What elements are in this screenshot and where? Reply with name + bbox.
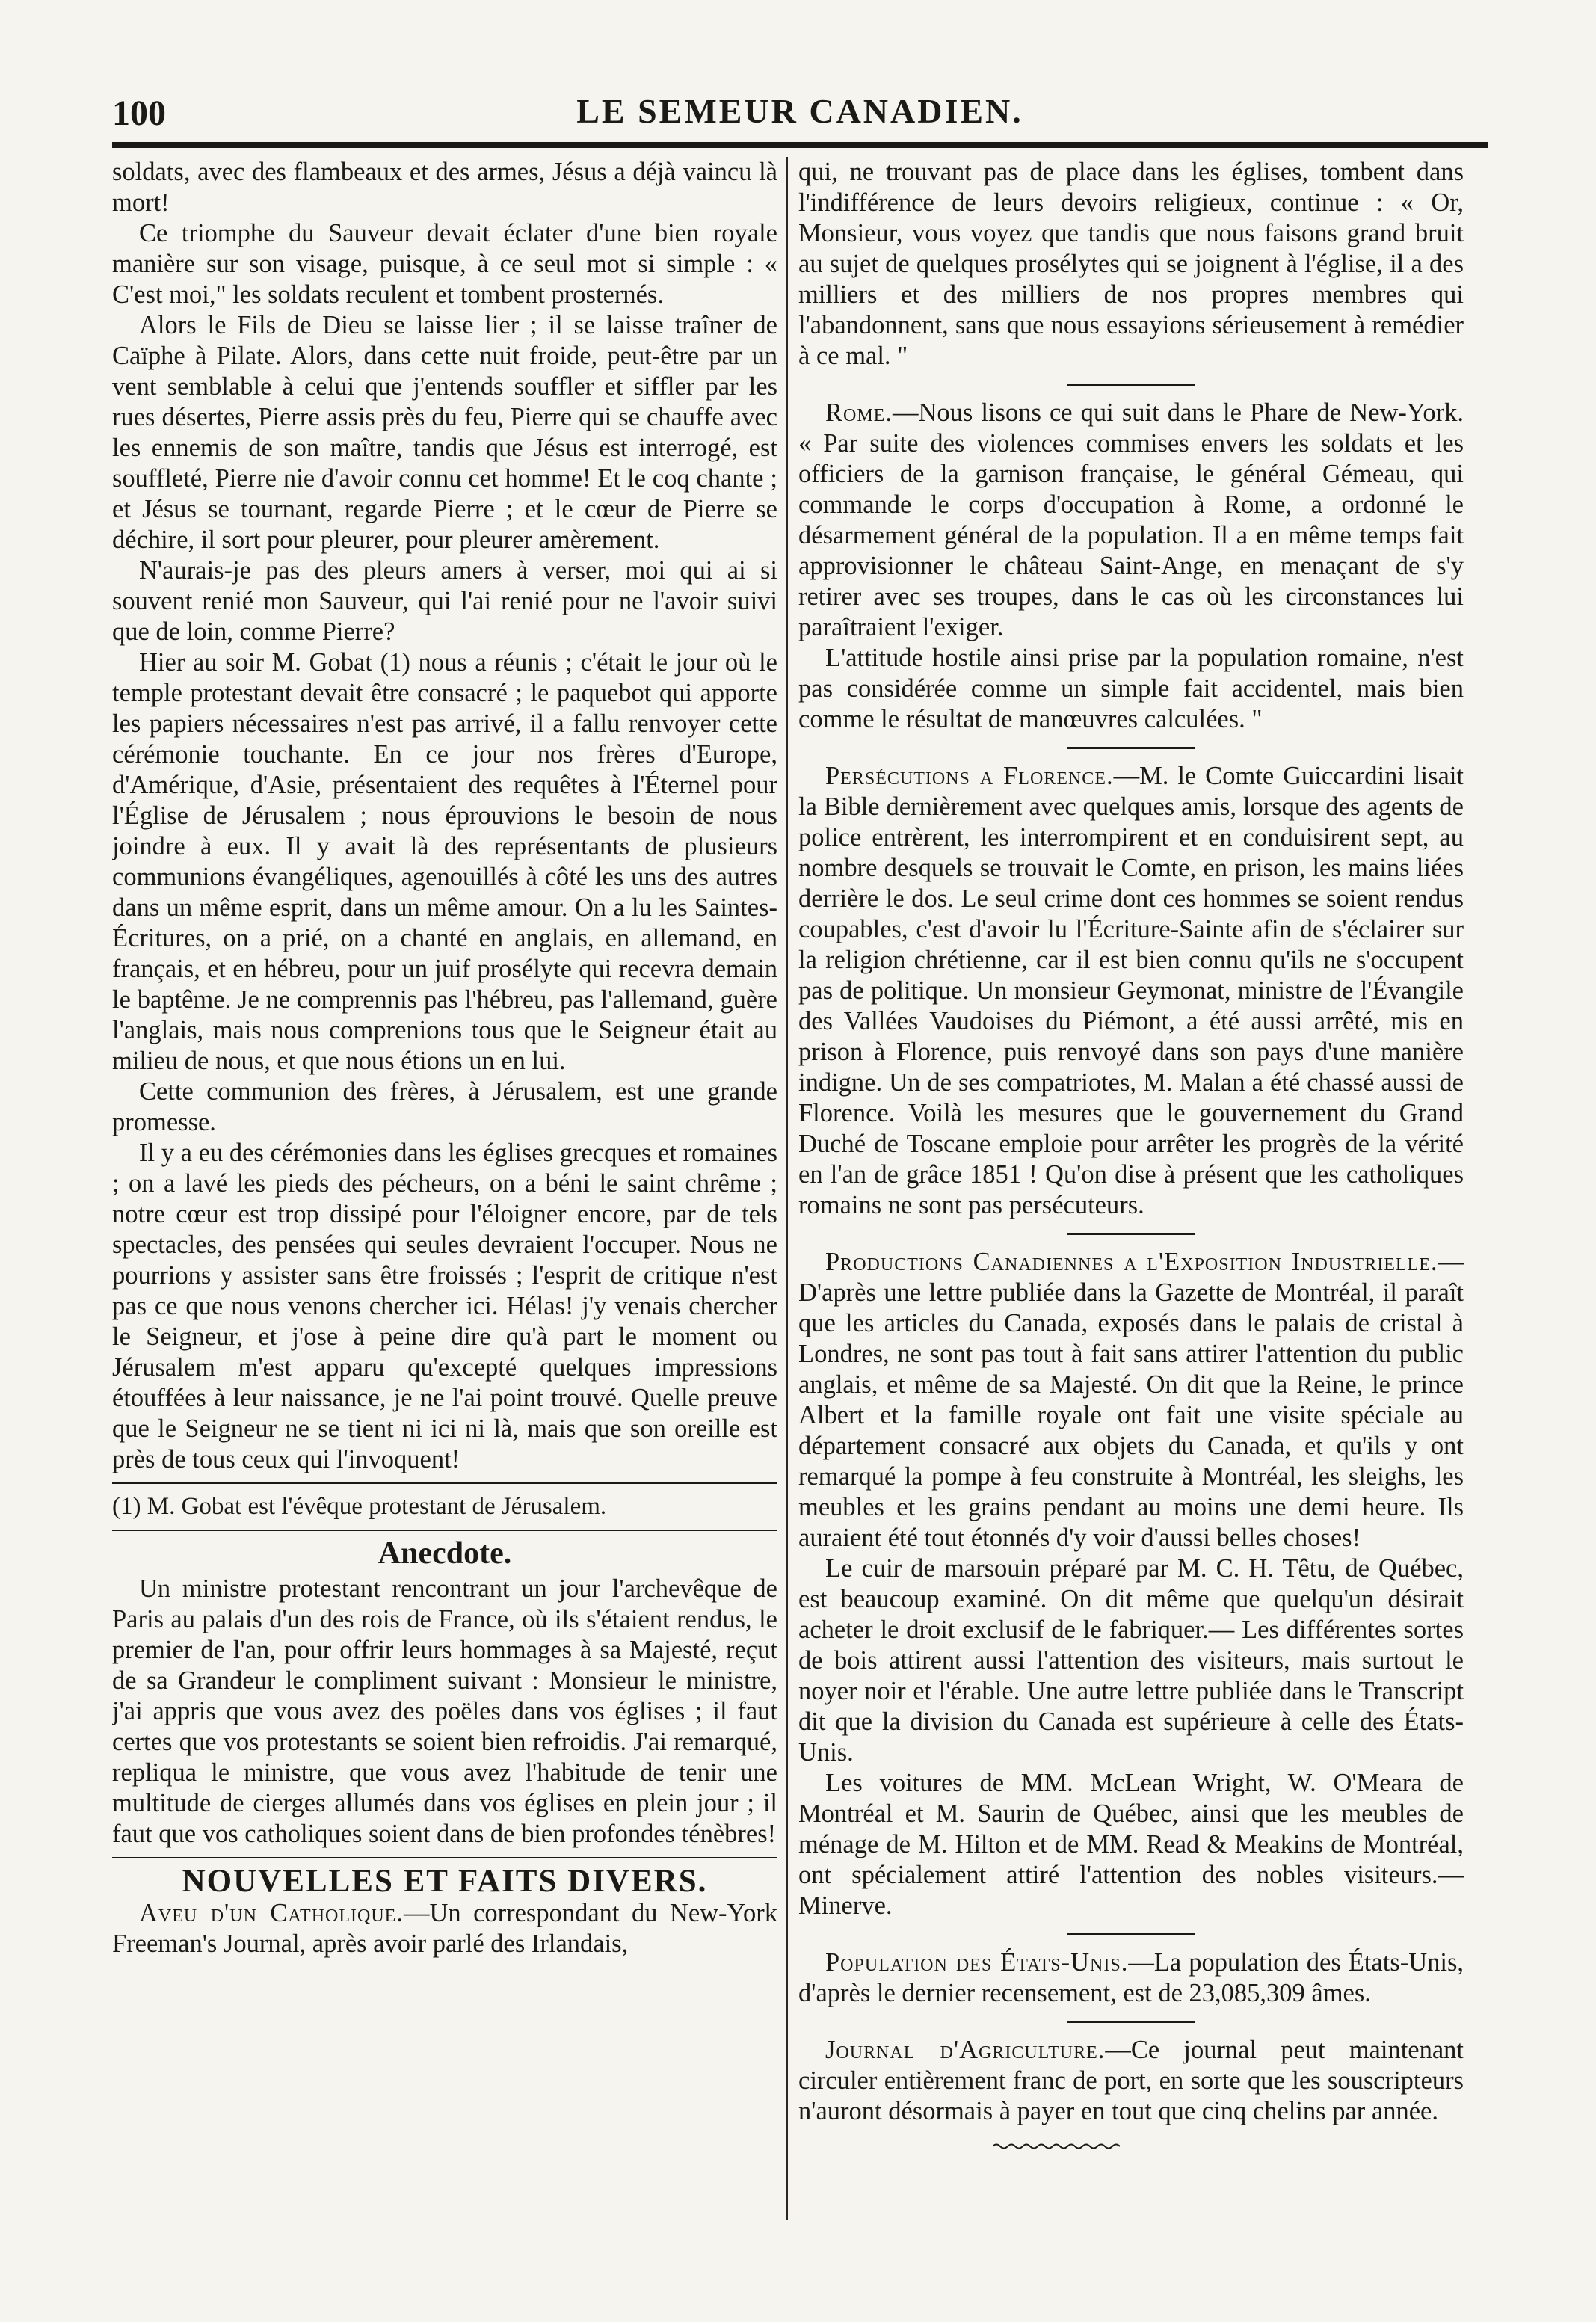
article-paragraph: L'attitude hostile ainsi prise par la population romaine, n'est pas considérée comme un simple fait accidentel, mais bien comme le résultat de manœuvres calculées. " (798, 644, 1464, 733)
news-item-text: —Un correspondant du New-York Freeman's Journal, après avoir parlé des Irlandais, (112, 1899, 777, 1958)
news-item-heading: Journal d'Agriculture. (825, 2036, 1106, 2064)
article-paragraph: Le cuir de marsouin préparé par M. C. H. Têtu, de Québec, est beaucoup examiné. On dit même que quelqu'un désirait acheter le droit exclusif de le fabriquer.— Les différentes sortes de bois attirent aussi l'attention des visiteurs, mais surtout le noyer noir et l'érable. Une autre lettre publiée dans le Transcript dit que la division du Canada est supérieure à celle des États-Unis. (798, 1554, 1464, 1767)
news-item-heading: Productions Canadiennes a l'Exposition Industrielle. (825, 1248, 1438, 1276)
news-item (798, 398, 1464, 643)
news-item-heading: Aveu d'un Catholique. (139, 1899, 404, 1927)
anecdote-heading: Anecdote. (378, 1536, 512, 1571)
news-item (112, 1898, 777, 1959)
news-item-heading: Population des États-Unis. (825, 1948, 1129, 1977)
news-item (798, 1947, 1464, 2009)
news-item-text: —Ce journal peut maintenant circuler entièrement franc de port, en sorte que les souscripteurs n'auront désormais à payer en tout que cinq chelins par année. (798, 2036, 1464, 2125)
page-number: 100 (112, 93, 166, 133)
footnote: (1) M. Gobat est l'évêque protestant de Jérusalem. (112, 1493, 607, 1520)
item-separator (1067, 1233, 1195, 1235)
article-paragraph: Les voitures de MM. McLean Wright, W. O'Meara de Montréal et M. Saurin de Québec, ainsi que les meubles de ménage de M. Hilton et de MM. Read & Meakins de Montréal, ont spécialement attiré l'attention des nobles visiteurs.—Minerve. (798, 1769, 1464, 1920)
footnote-rule (112, 1482, 777, 1484)
item-separator (1067, 747, 1195, 749)
page-header (112, 90, 1488, 142)
right-column (798, 157, 1464, 2250)
news-item-text: —La population des États-Unis, d'après le dernier recensement, est de 23,085,309 âmes. (798, 1948, 1464, 2007)
news-item-heading: Rome. (825, 398, 893, 427)
article-paragraph: Hier au soir M. Gobat (1) nous a réunis ; c'était le jour où le temple protestant devait être consacré ; le paquebot qui apporte les papiers nécessaires n'est pas arrivé, il a fallu renvoyer cette cérémonie touchante. En ce jour nos frères d'Europe, d'Amérique, d'Asie, présentaient des requêtes à l'Éternel pour l'Église de Jérusalem ; nous éprouvions le besoin de nous joindre à eux. Il y avait là des représentants de plusieurs communions évangéliques, agenouillés à côté les uns des autres dans un même esprit, dans un même amour. On a lu les Saintes-Écritures, on a prié, on a chanté en anglais, en allemand, en français, et en hébreu, pour un juif prosélyte qui recevra demain le baptême. Je ne comprennis pas l'hébreu, pas l'allemand, guère l'anglais, mais nous comprenions tous que le Seigneur était au milieu de nous, et que nous étions un en lui. (112, 648, 777, 1075)
header-rule (112, 142, 1488, 148)
article-paragraph: qui, ne trouvant pas de place dans les églises, tombent dans l'indifférence de leurs devoirs religieux, continue : « Or, Monsieur, vous voyez que tandis que nous faisons grand bruit au sujet de quelques prosélytes qui se joignent à l'église, il a des milliers et des milliers de nos propres membres qui l'abandonnent, sans que nous essayions sérieusement à remédier à ce mal. " (798, 158, 1464, 370)
anecdote-paragraph: Un ministre protestant rencontrant un jour l'archevêque de Paris au palais d'un des rois de France, où ils s'étaient rendus, le premier de l'an, pour offrir leurs hommages à sa Majesté, reçut de sa Grandeur le compliment suivant : Monsieur le ministre, j'ai appris que vous avez des poëles dans vos églises ; il faut certes que vos protestants se soient bien refroidis. J'ai remarqué, repliqua le ministre, que vous avez l'habitude de tenir une multitude de cierges allumés dans vos églises en plein jour ; il faut que vos catholiques soient dans de bien profondes ténèbres! (112, 1574, 777, 1848)
column-divider (786, 157, 788, 2220)
news-item-text: —D'après une lettre publiée dans la Gazette de Montréal, il paraît que les articles du Canada, exposés dans le palais de cristal à Londres, ne sont pas tout à fait sans attirer l'attention du public anglais, et même de sa Majesté. On dit que la Reine, le prince Albert et la famille royale ont fait une visite spéciale au département consacré aux objets du Canada, et qu'ils y ont remarqué la pompe à feu construite à Montréal, les sleighs, les meubles et les grains pendant au moins une demi heure. Ils auraient été tout étonnés d'y voir d'aussi belles choses! (798, 1248, 1464, 1552)
article-paragraph: N'aurais-je pas des pleurs amers à verser, moi qui ai si souvent renié mon Sauveur, qui l'ai renié pour ne l'avoir suivi que de loin, comme Pierre? (112, 556, 777, 646)
section-rule (112, 1857, 777, 1858)
news-item-heading: Persécutions a Florence. (825, 762, 1114, 790)
news-item-text: —Nous lisons ce qui suit dans le Phare de New-York. « Par suite des violences commises envers les soldats et les officiers de la garnison française, le général Gémeau, qui commande le corps d'occupation à Rome, a ordonné le désarmement général de la population. Il a en même temps fait approvisionner le château Saint-Ange, en menaçant de s'y retirer avec ses troupes, dans le cas où les circonstances lui paraîtraient l'exiger. (798, 398, 1464, 641)
news-item-text: —M. le Comte Guiccardini lisait la Bible dernièrement avec quelques amis, lorsque des agents de police entrèrent, les interrompirent et en conduisirent sept, au nombre desquels se trouvait le Comte, en prison, les mains liées derrière le dos. Le seul crime dont ces hommes se soient rendus coupables, c'est d'avoir lu l'Écriture-Sainte afin de s'éclairer sur la religion chrétienne, car il est bien connu qu'ils ne s'occupent pas de politique. Un monsieur Geymonat, ministre de l'Évangile des Vallées Vaudoises du Piémont, a été aussi arrêté, mis en prison à Florence, puis renvoyé dans son pays d'une manière indigne. Un de ses compatriotes, M. Malan a été chassé aussi de Florence. Voilà les mesures que le gouvernement du Grand Duché de Toscane emploie pour arrêter les progrès de la vérité en l'an de grâce 1851 ! Qu'on dise à présent que les catholiques romains ne sont pas persécuteurs. (798, 762, 1464, 1219)
article-paragraph: soldats, avec des flambeaux et des armes, Jésus a déjà vaincu là mort! (112, 158, 777, 217)
item-separator (1067, 2021, 1195, 2023)
article-paragraph: Cette communion des frères, à Jérusalem, est une grande promesse. (112, 1077, 777, 1136)
left-column (112, 157, 777, 2250)
news-item (798, 761, 1464, 1221)
item-separator (1067, 384, 1195, 386)
section-rule (112, 1530, 777, 1531)
news-item (798, 1247, 1464, 1553)
end-flourish (993, 2143, 1120, 2150)
news-section-heading: NOUVELLES ET FAITS DIVERS. (182, 1864, 708, 1899)
newspaper-title: LE SEMEUR CANADIEN. (576, 92, 1023, 130)
article-paragraph: Alors le Fils de Dieu se laisse lier ; il se laisse traîner de Caïphe à Pilate. Alors, dans cette nuit froide, peut-être par un vent semblable à celui que j'entends souffler et siffler par les rues désertes, Pierre assis près du feu, Pierre qui se chauffe avec les ennemis de son maître, tandis que Jésus est interrogé, est souffleté, Pierre nie d'avoir connu cet homme! Et le coq chante ; et Jésus se tournant, regarde Pierre ; et le cœur de Pierre se déchire, il sort pour pleurer, pour pleurer amèrement. (112, 311, 777, 554)
article-paragraph: Ce triomphe du Sauveur devait éclater d'une bien royale manière sur son visage, puisque, à ce seul mot si simple : « C'est moi," les soldats reculent et tombent prosternés. (112, 219, 777, 309)
item-separator (1067, 1933, 1195, 1935)
news-item (798, 2035, 1464, 2127)
article-paragraph: Il y a eu des cérémonies dans les églises grecques et romaines ; on a lavé les pieds des pécheurs, on a béni le saint chrême ; notre cœur est trop dissipé pour l'éloigner encore, par de tels spectacles, des pensées qui seules devraient l'occuper. Nous ne pourrions y assister sans être froissés ; l'esprit de critique n'est pas ce que nous venons chercher ici. Hélas! j'y venais chercher le Seigneur, et j'ose à peine dire qu'à part le moment ou Jérusalem m'est apparu qu'excepté quelques impressions étouffées à leur naissance, je ne l'ai point trouvé. Quelle preuve que le Seigneur ne se tient ni ici ni là, mais que son oreille est près de tous ceux qui l'invoquent! (112, 1139, 777, 1473)
